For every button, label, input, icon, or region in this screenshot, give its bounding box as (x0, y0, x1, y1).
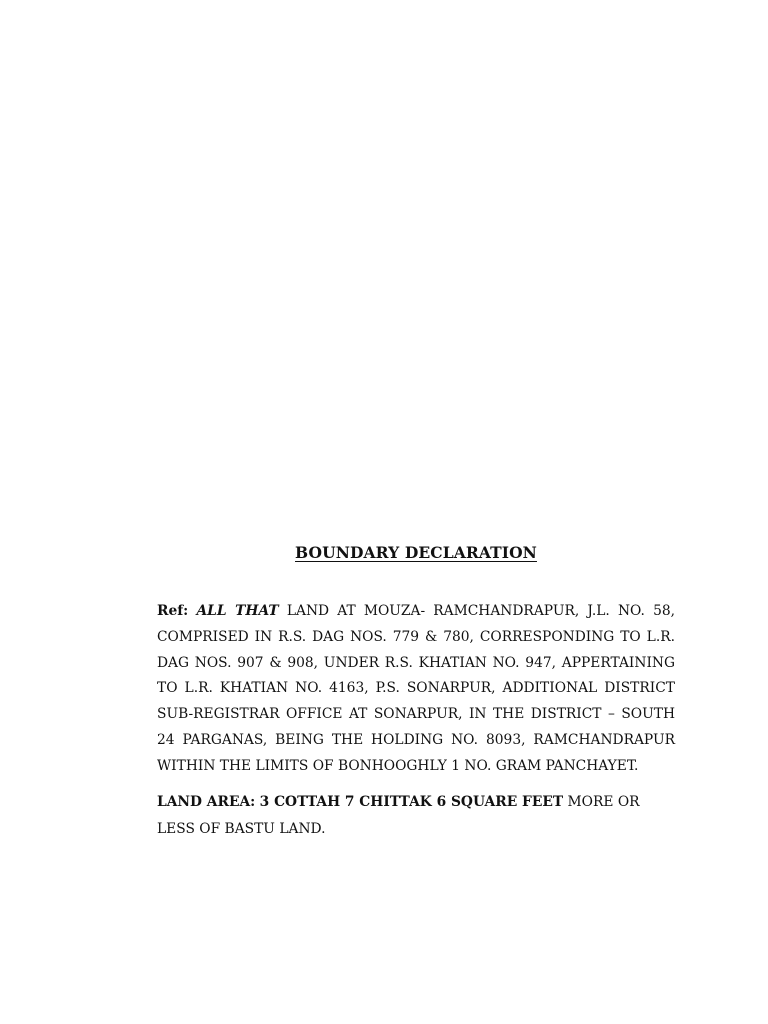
land-area-value: 3 COTTAH 7 CHITTAK 6 SQUARE FEET (259, 793, 564, 810)
land-area-label: LAND AREA: (157, 793, 256, 810)
reference-paragraph (157, 599, 675, 780)
land-area-suffix: MORE OR LESS OF BASTU LAND. (157, 793, 640, 837)
document-title: BOUNDARY DECLARATION (295, 543, 537, 562)
reference-emphasis: ALL THAT (196, 603, 279, 619)
document-body (157, 599, 675, 843)
reference-label: Ref: (157, 603, 189, 619)
reference-text: LAND AT MOUZA- RAMCHANDRAPUR, J.L. NO. 58, COMPRISED IN R.S. DAG NOS. 779 & 780, CORRESPONDING TO L.R. DAG NOS. 907 & 908, UNDER R.S. KHATIAN NO. 947, APPERTAINING TO L.R. KHATIAN NO. 4163, P.S. SONARPUR, ADDITIONAL DISTRICT SUB-REGISTRAR OFFICE AT SONARPUR, IN THE DISTRICT – SOUTH 24 PARGANAS, BEING THE HOLDING NO. 8093, RAMCHANDRAPUR WITHIN THE LIMITS OF BONHOOGHLY 1 NO. GRAM PANCHAYET. (157, 603, 676, 774)
land-area-paragraph (157, 789, 675, 843)
